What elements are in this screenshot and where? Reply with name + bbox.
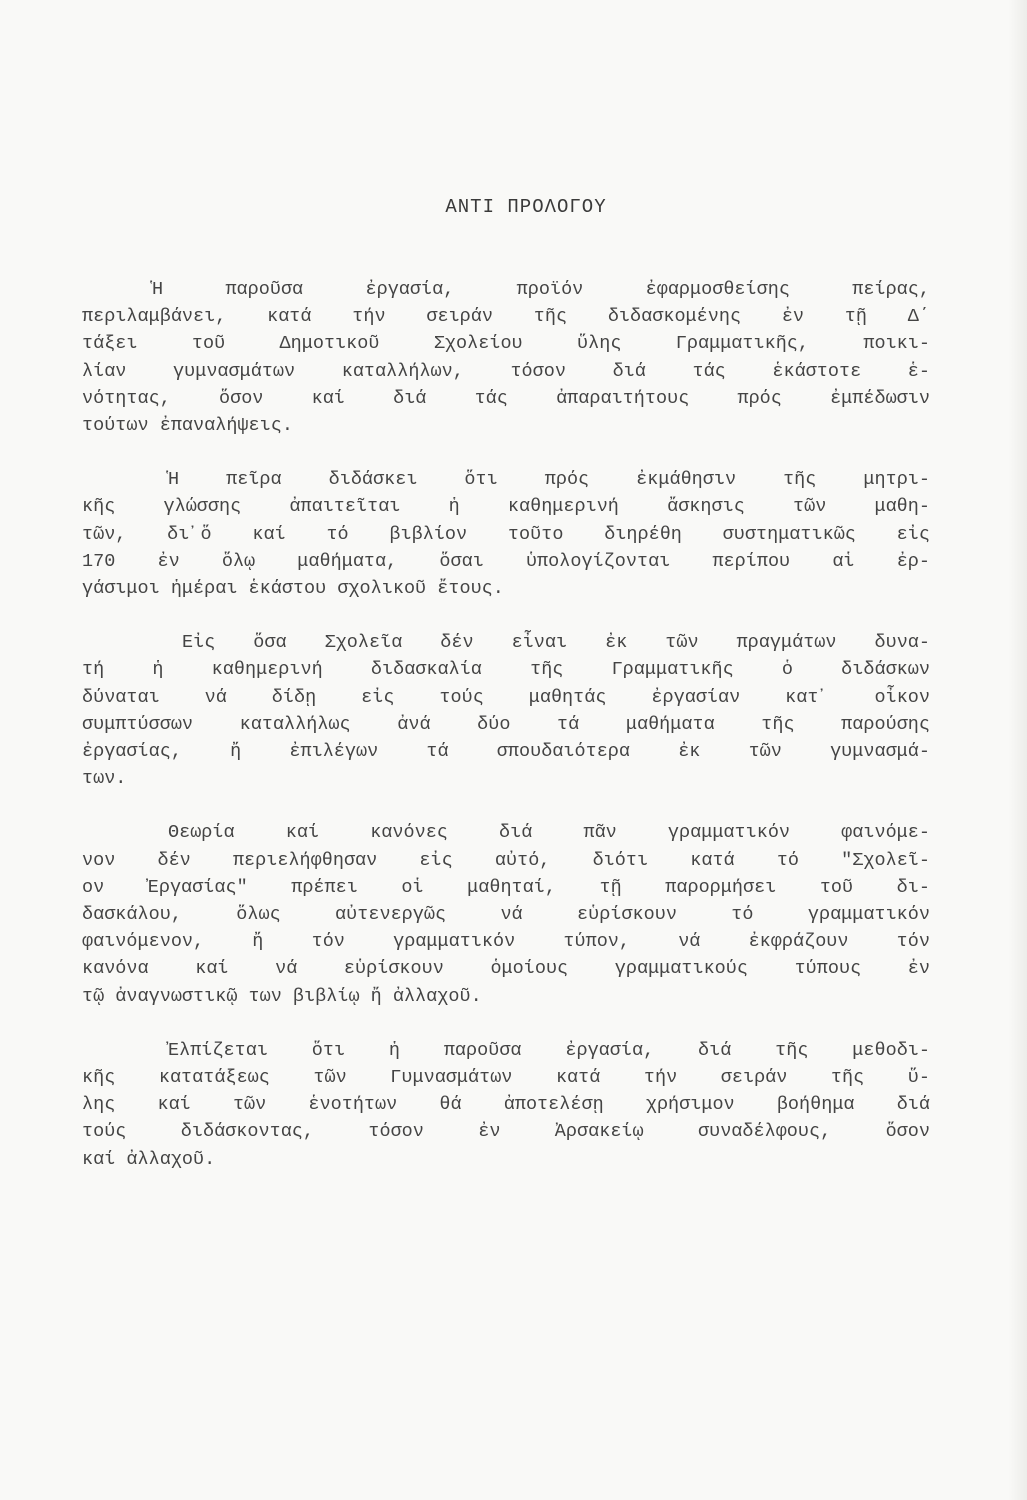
- paragraph-4: [82, 819, 930, 1009]
- text-line: τάξει τοῦ Δημοτικοῦ Σχολείου ὕλης Γραμματικῆς, ποικι-: [82, 333, 930, 355]
- paragraph-3: [82, 629, 930, 792]
- text-line: ἐργασίας, ἤ ἐπιλέγων τά σπουδαιότερα ἐκ τῶν γυμνασμά-: [82, 741, 930, 763]
- text-line: κῆς κατατάξεως τῶν Γυμνασμάτων κατά τήν σειράν τῆς ὕ-: [82, 1067, 930, 1089]
- text-line: Ἐλπίζεται ὅτι ἡ παροῦσα ἐργασία, διά τῆς μεθοδι-: [168, 1039, 930, 1061]
- text-line: καί ἀλλαχοῦ.: [82, 1148, 216, 1170]
- text-line: δασκάλου, ὅλως αὐτενεργῶς νά εὑρίσκουν τό γραμματικόν: [82, 904, 930, 926]
- paragraph-1: [82, 276, 930, 439]
- paragraph-5: [82, 1037, 930, 1173]
- text-line: Θεωρία καί κανόνες διά πᾶν γραμματικόν φαινόμε-: [168, 822, 930, 844]
- text-line: περιλαμβάνει, κατά τήν σειράν τῆς διδασκομένης ἐν τῇ Δ΄: [82, 306, 930, 328]
- text-line: δύναται νά δίδῃ εἰς τούς μαθητάς ἐργασίαν κατ᾽ οἶκον: [82, 686, 930, 708]
- text-line: Ἡ πεῖρα διδάσκει ὅτι πρός ἐκμάθησιν τῆς μητρι-: [168, 469, 930, 491]
- document-body: [82, 276, 930, 1200]
- page-edge-shadow: [1009, 0, 1027, 1500]
- text-line: τῷ ἀναγνωστικῷ των βιβλίῳ ἤ ἀλλαχοῦ.: [82, 985, 482, 1007]
- text-line: λίαν γυμνασμάτων καταλλήλων, τόσον διά τάς ἑκάστοτε ἑ-: [82, 360, 930, 382]
- text-line: 170 ἐν ὅλῳ μαθήματα, ὅσαι ὑπολογίζονται περίπου αἱ ἐρ-: [82, 550, 930, 572]
- text-line: συμπτύσσων καταλλήλως ἀνά δύο τά μαθήματα τῆς παρούσης: [82, 713, 930, 735]
- text-line: νότητας, ὅσον καί διά τάς ἀπαραιτήτους πρός ἐμπέδωσιν: [82, 387, 930, 409]
- text-line: γάσιμοι ἡμέραι ἑκάστου σχολικοῦ ἔτους.: [82, 578, 504, 600]
- text-line: νον δέν περιελήφθησαν εἰς αὐτό, διότι κατά τό "Σχολεῖ-: [82, 849, 930, 871]
- text-line: τή ἡ καθημερινή διδασκαλία τῆς Γραμματικῆς ὁ διδάσκων: [82, 659, 930, 681]
- text-line: των.: [82, 768, 127, 790]
- text-line: Ἡ παροῦσα ἐργασία, προϊόν ἐφαρμοσθείσης πείρας,: [152, 279, 930, 300]
- text-line: λης καί τῶν ἑνοτήτων θά ἀποτελέσῃ χρήσιμον βοήθημα διά: [82, 1094, 930, 1116]
- text-line: τούς διδάσκοντας, τόσον ἐν Ἀρσακείῳ συναδέλφους, ὅσον: [82, 1121, 930, 1143]
- paragraph-2: [82, 466, 930, 602]
- text-line: κανόνα καί νά εὑρίσκουν ὁμοίους γραμματικούς τύπους ἐν: [82, 958, 930, 980]
- page-title: ΑΝΤΙ ΠΡΟΛΟΓΟΥ: [445, 196, 607, 218]
- text-line: τούτων ἐπαναλήψεις.: [82, 415, 293, 437]
- text-line: ον Ἐργασίας" πρέπει οἱ μαθηταί, τῇ παρορμήσει τοῦ δι-: [82, 876, 930, 898]
- text-line: φαινόμενον, ἤ τόν γραμματικόν τύπον, νά ἐκφράζουν τόν: [82, 931, 930, 953]
- text-line: Εἰς ὅσα Σχολεῖα δέν εἶναι ἐκ τῶν πραγμάτων δυνα-: [182, 632, 930, 654]
- text-line: κῆς γλώσσης ἀπαιτεῖται ἡ καθημερινή ἄσκησις τῶν μαθη-: [82, 496, 930, 518]
- text-line: τῶν, δι᾽ὅ καί τό βιβλίον τοῦτο διηρέθη συστηματικῶς εἰς: [82, 523, 930, 545]
